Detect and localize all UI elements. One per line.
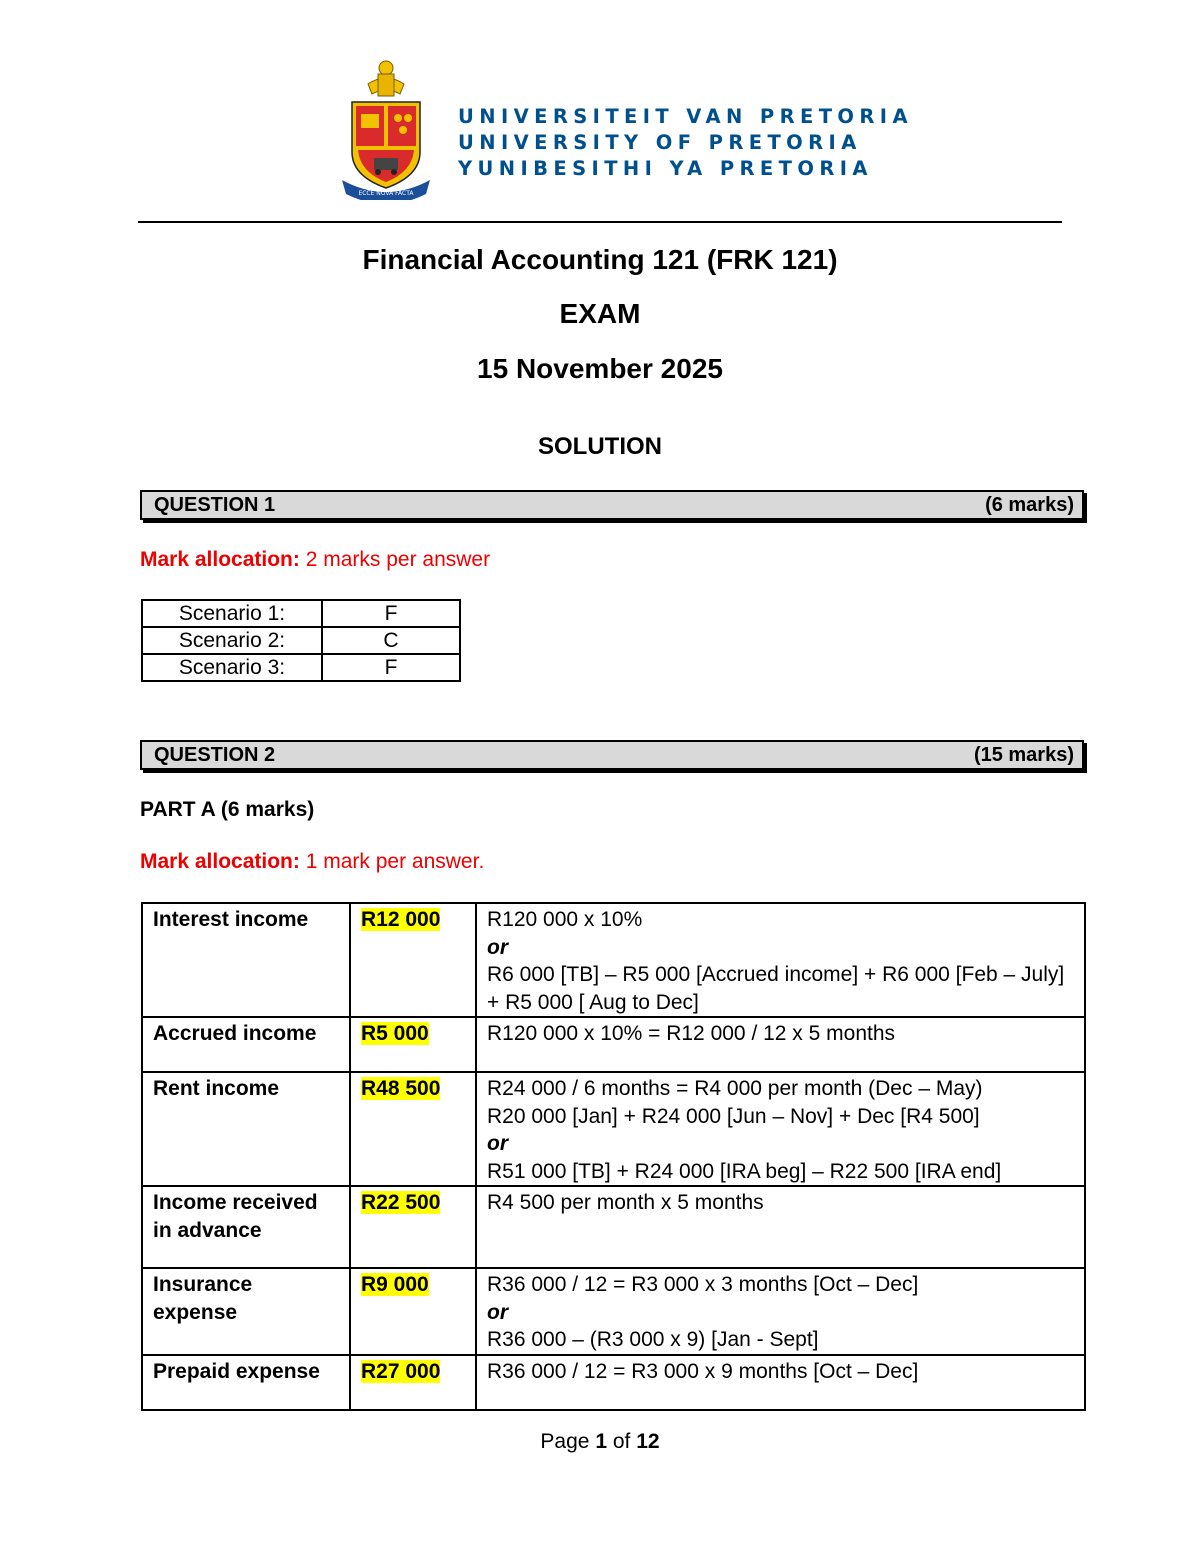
scenario-answer: F	[322, 600, 460, 627]
or-label: or	[487, 1300, 508, 1324]
page-footer	[0, 1430, 1200, 1454]
scenario-label: Scenario 1:	[142, 600, 322, 627]
amount-highlight: R9 000	[361, 1273, 429, 1296]
university-crest-icon	[338, 54, 434, 200]
question-2-marks: (15 marks)	[973, 744, 1074, 766]
page-word: Page	[540, 1430, 590, 1453]
question-1-header	[140, 490, 1084, 520]
question-2-title: QUESTION 2	[154, 744, 276, 766]
working-line: R120 000 x 10%	[487, 908, 643, 931]
of-word: of	[612, 1430, 631, 1453]
table-row	[142, 1186, 1085, 1268]
working-cell	[476, 903, 1085, 1017]
item-label: Interest income	[142, 903, 350, 1017]
university-names	[458, 104, 913, 182]
scenario-label: Scenario 2:	[142, 627, 322, 654]
amount-cell	[350, 1186, 476, 1268]
working-line: R36 000 – (R3 000 x 9) [Jan - Sept]	[487, 1328, 819, 1351]
table-row	[142, 1268, 1085, 1355]
scenario-table	[141, 599, 461, 682]
amount-highlight: R48 500	[361, 1077, 441, 1100]
header-divider	[138, 221, 1062, 223]
amount-cell	[350, 1268, 476, 1355]
working-line: R36 000 / 12 = R3 000 x 3 months [Oct – Dec]	[487, 1273, 919, 1296]
question-1-title: QUESTION 1	[154, 494, 276, 516]
table-row	[142, 654, 460, 681]
mark-allocation-text: 2 marks per answer	[299, 548, 491, 571]
page-total: 12	[636, 1430, 660, 1453]
working-cell	[476, 1355, 1085, 1410]
table-row	[142, 600, 460, 627]
working-line: R24 000 / 6 months = R4 000 per month (Dec – May)	[487, 1077, 983, 1100]
item-label: Prepaid expense	[142, 1355, 350, 1410]
working-line: R36 000 / 12 = R3 000 x 9 months [Oct – Dec]	[487, 1359, 919, 1383]
solution-heading: SOLUTION	[538, 433, 662, 460]
page-number: 1	[595, 1430, 607, 1453]
or-label: or	[487, 1132, 508, 1155]
exam-type: EXAM	[559, 298, 641, 329]
item-label: Income received in advance	[142, 1186, 350, 1268]
amount-cell	[350, 1355, 476, 1410]
calculation-table	[141, 902, 1086, 1411]
scenario-answer: F	[322, 654, 460, 681]
item-label: Accrued income	[142, 1017, 350, 1072]
amount-cell	[350, 1072, 476, 1186]
university-name-afrikaans: UNIVERSITEIT VAN PRETORIA	[458, 105, 913, 128]
mark-allocation-label: Mark allocation:	[140, 850, 300, 873]
question-1-mark-allocation	[140, 548, 490, 572]
course-title: Financial Accounting 121 (FRK 121)	[362, 244, 838, 275]
amount-highlight: R22 500	[361, 1191, 441, 1214]
working-cell	[476, 1186, 1085, 1268]
exam-date: 15 November 2025	[477, 353, 723, 384]
table-row	[142, 1355, 1085, 1410]
table-row	[142, 1072, 1085, 1186]
or-label: or	[487, 935, 508, 959]
amount-cell	[350, 903, 476, 1017]
working-cell	[476, 1072, 1085, 1186]
item-label: Insurance expense	[142, 1268, 350, 1355]
university-name-sepedi: YUNIBESITHI YA PRETORIA	[458, 157, 873, 180]
university-name-english: UNIVERSITY OF PRETORIA	[458, 131, 862, 154]
amount-highlight: R5 000	[361, 1022, 429, 1045]
mark-allocation-label: Mark allocation:	[140, 548, 300, 571]
working-line: R4 500 per month x 5 months	[487, 1191, 764, 1214]
scenario-label: Scenario 3:	[142, 654, 322, 681]
item-label: Rent income	[142, 1072, 350, 1186]
table-row	[142, 1017, 1085, 1072]
working-cell	[476, 1268, 1085, 1355]
amount-highlight: R27 000	[361, 1359, 441, 1383]
university-logo	[338, 54, 913, 200]
scenario-answer: C	[322, 627, 460, 654]
working-cell	[476, 1017, 1085, 1072]
working-line: R51 000 [TB] + R24 000 [IRA beg] – R22 500 [IRA end]	[487, 1159, 1002, 1183]
table-row	[142, 903, 1085, 1017]
question-2-mark-allocation	[140, 850, 484, 874]
motto-text: ECCE NOVA FACTA	[358, 190, 414, 197]
question-1-marks: (6 marks)	[985, 494, 1074, 516]
part-a-heading: PART A (6 marks)	[140, 798, 315, 821]
mark-allocation-text: 1 mark per answer.	[299, 850, 485, 873]
amount-cell	[350, 1017, 476, 1072]
table-row	[142, 627, 460, 654]
working-line: R20 000 [Jan] + R24 000 [Jun – Nov] + Dec [R4 500]	[487, 1104, 980, 1128]
question-2-header	[140, 740, 1084, 770]
working-line: R6 000 [TB] – R5 000 [Accrued income] + R6 000 [Feb – July] + R5 000 [ Aug to Dec]	[487, 963, 1065, 1014]
amount-highlight: R12 000	[361, 908, 441, 931]
working-line: R120 000 x 10% = R12 000 / 12 x 5 months	[487, 1022, 896, 1045]
